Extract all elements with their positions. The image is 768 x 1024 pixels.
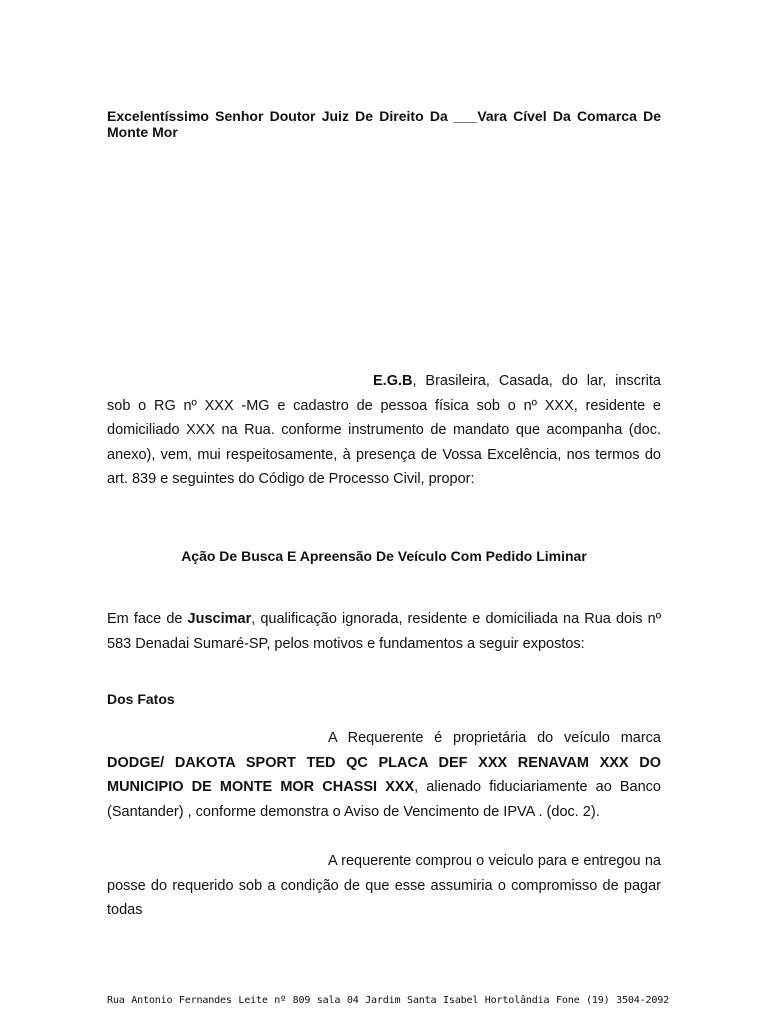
plaintiff-name: E.G.B <box>373 373 413 389</box>
defendant-name: Juscimar <box>187 611 252 627</box>
page-footer-address: Rua Antonio Fernandes Leite nº 809 sala 04 Jardim Santa Isabel Hortolândia Fone (19) 3504-2092 <box>107 995 669 1006</box>
facts-text-1: A Requerente é proprietária do veículo marca <box>328 730 661 746</box>
facts-text-2: , alienado fiduciariamente ao Banco (Santander) , conforme demonstra o Aviso de Vencimento de IPVA . (doc. 2). <box>107 779 661 820</box>
facts-heading: Dos Fatos <box>107 691 175 707</box>
facts-paragraph-2: A requerente comprou o veiculo para e entregou na posse do requerido sob a condição de que esse assumiria o compromisso de pagar todas <box>107 853 661 918</box>
plaintiff-qualification-paragraph <box>107 369 661 492</box>
defendant-paragraph <box>107 607 661 656</box>
plaintiff-qualification-text: , Brasileira, Casada, do lar, inscrita sob o RG nº XXX -MG e cadastro de pessoa física sob o nº XXX, residente e domiciliado XXX na Rua. conforme instrumento de mandato que acompanha (doc. anexo), vem, mui respeitosamente, à presença de Vossa Excelência, nos termos do art. 839 e seguintes do Código de Processo Civil, propor: <box>107 373 661 487</box>
vehicle-description: DODGE/ DAKOTA SPORT TED QC PLACA DEF XXX RENAVAM XXX DO MUNICIPIO DE MONTE MOR CHASSI XXX <box>107 754 661 795</box>
action-title: Ação De Busca E Apreensão De Veículo Com Pedido Liminar <box>181 548 587 564</box>
defendant-prefix: Em face de <box>107 611 188 627</box>
defendant-text: , qualificação ignorada, residente e domiciliada na Rua dois nº 583 Denadai Sumaré-SP, pelos motivos e fundamentos a seguir expostos: <box>107 611 662 652</box>
facts-paragraph-1 <box>107 726 661 824</box>
court-address-heading: Excelentíssimo Senhor Doutor Juiz De Direito Da ___Vara Cível Da Comarca De Monte Mor <box>107 108 661 140</box>
